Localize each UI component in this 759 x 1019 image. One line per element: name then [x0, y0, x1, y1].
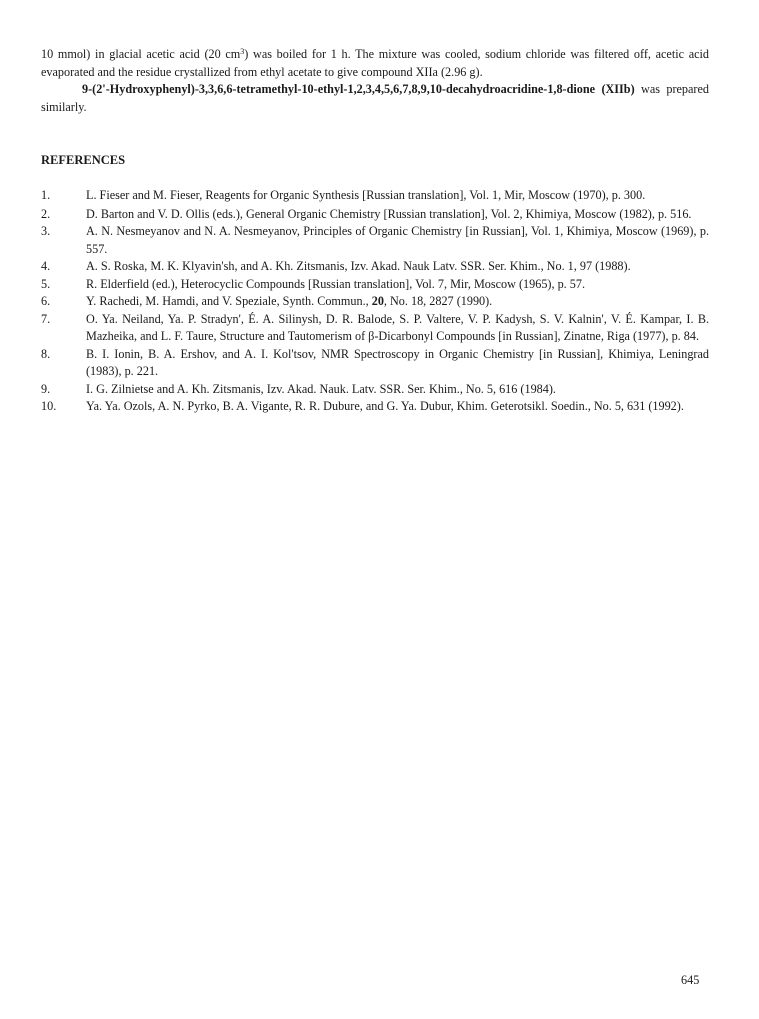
reference-number: 7.: [41, 311, 51, 326]
reference-text-part: Y. Rachedi, M. Hamdi, and V. Speziale, Synth. Commun.,: [86, 294, 372, 308]
reference-item: [0, 258, 759, 276]
reference-text: D. Barton and V. D. Ollis (eds.), General Organic Chemistry [Russian translation], Vol. 2, Khimiya, Moscow (1982), p. 516.: [86, 206, 692, 221]
reference-text: A. N. Nesmeyanov and N. A. Nesmeyanov, Principles of Organic Chemistry [in Russian], Vol. 1, Khimiya, Moscow (1969), p. 557.: [86, 224, 709, 256]
references-list: [0, 187, 759, 416]
reference-text: B. I. Ionin, B. A. Ershov, and A. I. Kol'tsov, NMR Spectroscopy in Organic Chemistry [in Russian], Khimiya, Leningrad (1983), p. 221.: [86, 346, 709, 378]
reference-number: 5.: [41, 276, 51, 291]
paragraph-text: 10 mmol) in glacial acetic acid (20 cm: [41, 47, 241, 61]
references-heading: REFERENCES: [41, 153, 126, 167]
reference-item: [0, 293, 759, 311]
paragraph-experimental-end: [41, 46, 709, 81]
reference-text: R. Elderfield (ed.), Heterocyclic Compounds [Russian translation], Vol. 7, Mir, Moscow (1965), p. 57.: [86, 276, 586, 291]
reference-item: [0, 311, 759, 346]
reference-number: 9.: [41, 381, 51, 396]
superscript: 3: [240, 47, 245, 56]
reference-number: 4.: [41, 259, 51, 273]
reference-text: L. Fieser and M. Fieser, Reagents for Organic Synthesis [Russian translation], Vol. 1, Mir, Moscow (1970), p. 300.: [86, 188, 646, 202]
reference-number: 3.: [41, 224, 51, 238]
reference-volume: 20: [371, 294, 384, 308]
reference-item: [0, 276, 759, 294]
reference-text-part: , No. 18, 2827 (1990).: [383, 294, 493, 308]
reference-text: [86, 293, 709, 311]
reference-number: 8.: [41, 346, 51, 361]
reference-item: [0, 381, 759, 399]
reference-number: 10.: [41, 399, 57, 413]
reference-text: Ya. Ya. Ozols, A. N. Pyrko, B. A. Vigante, R. R. Dubure, and G. Ya. Dubur, Khim. Geterotsikl. Soedin., No. 5, 631 (1992).: [86, 399, 684, 413]
reference-item: [0, 346, 759, 381]
paragraph-compound-xiib: [41, 81, 709, 116]
reference-text: O. Ya. Neiland, Ya. P. Stradyn', É. A. Silinysh, D. R. Balode, S. P. Valtere, V. P. Kadysh, S. V. Kalnin', V. É. Kampar, I. B. Mazheika, and L. F. Taure, Structure and Tautomerism of β-Dicarbonyl Compounds [in Russian], Zinatne, Riga (1977), p. 84.: [86, 311, 709, 343]
reference-item: [0, 398, 759, 416]
page-number: 645: [681, 973, 700, 987]
reference-text: I. G. Zilnietse and A. Kh. Zitsmanis, Izv. Akad. Nauk. Latv. SSR. Ser. Khim., No. 5, 616 (1984).: [86, 381, 556, 396]
reference-item: [0, 223, 759, 258]
compound-name: 9-(2'-Hydroxyphenyl)-3,3,6,6-tetramethyl-10-ethyl-1,2,3,4,5,6,7,8,9,10-decahydroacridine-1,8-dione (XIIb): [82, 82, 635, 96]
reference-number: 1.: [41, 188, 51, 202]
paragraph-text: ) was boiled for 1 h. The mixture was cooled, sodium chloride was filtered off, acetic acid evaporated and the residue crystallized from ethyl acetate to give compound XIIa (2.96 g).: [41, 47, 710, 79]
reference-item: [0, 187, 759, 205]
reference-number: 6.: [41, 294, 51, 308]
reference-text: A. S. Roska, M. K. Klyavin'sh, and A. Kh. Zitsmanis, Izv. Akad. Nauk Latv. SSR. Ser. Khim., No. 1, 97 (1988).: [86, 259, 631, 273]
paragraph-text: was prepared similarly.: [41, 82, 709, 114]
reference-number: 2.: [41, 206, 51, 221]
reference-item: [0, 206, 759, 224]
